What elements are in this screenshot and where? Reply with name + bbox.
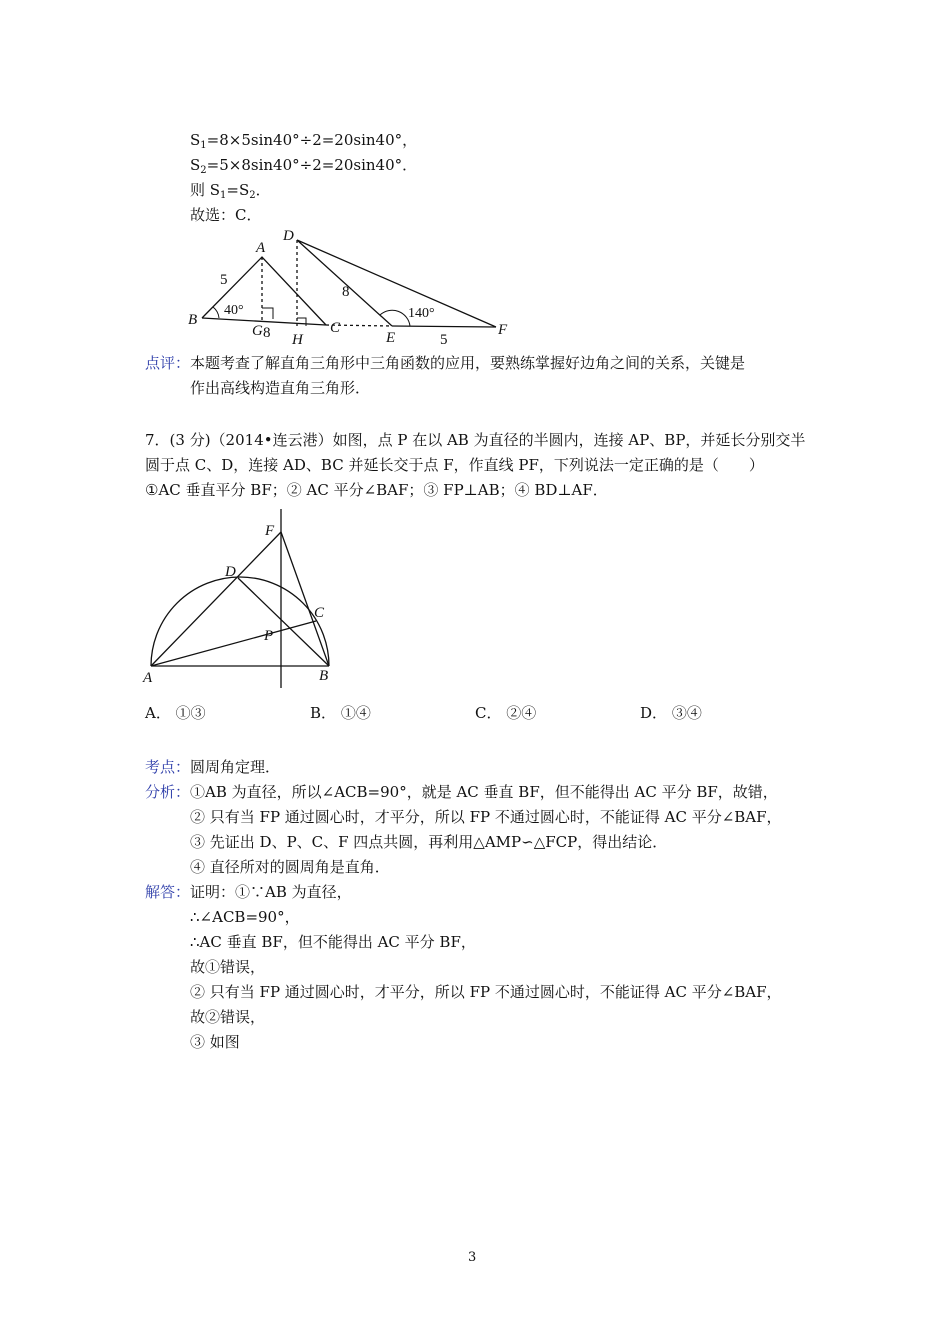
comment-line-1: 点评：本题考查了解直角三角形中三角函数的应用，要熟练掌握好边角之间的关系，关键是: [145, 354, 746, 372]
question-line-3: ①AC 垂直平分 BF；② AC 平分∠BAF；③ FP⊥AB；④ BD⊥AF．: [145, 481, 608, 499]
line-ac: [151, 621, 316, 666]
label-d: D: [283, 228, 294, 244]
label-p: P: [264, 628, 274, 644]
answer-choice: 故选：C．: [190, 206, 262, 224]
comment-tag: 点评：: [145, 354, 191, 372]
kaodian-tag: 考点：: [145, 758, 191, 776]
question-line-2: 圆于点 C、D，连接 AD、BC 并延长交于点 F，作直线 PF，下列说法一定正确的是（ ）: [145, 456, 764, 474]
question-line-1: 7．(3 分)（2014•连云港）如图，点 P 在以 AB 为直径的半圆内，连接 AP、BP，并延长分别交半: [145, 431, 806, 449]
kaodian-line: 考点：圆周角定理．: [145, 758, 281, 776]
label-b: B: [319, 668, 329, 684]
line-bf: [281, 532, 329, 666]
fenxi-line-2: ② 只有当 FP 通过圆心时，才平分，所以 FP 不通过圆心时，不能证得 AC 平分∠BAF，: [190, 808, 782, 826]
label-f: F: [265, 523, 275, 539]
label-g: G: [252, 323, 263, 339]
jieda-line-3: ∴AC 垂直 BF，但不能得出 AC 平分 BF，: [190, 933, 476, 951]
triangle-abc: [202, 257, 326, 325]
jieda-line-4: 故①错误，: [190, 958, 266, 976]
comment-line-2: 作出高线构造直角三角形．: [190, 379, 371, 397]
triangle-def: [297, 240, 496, 327]
length-gc: 8: [263, 325, 271, 341]
label-c: C: [314, 605, 325, 621]
triangle-figure: [180, 222, 520, 348]
s1-equation: $S_1=8\times 5\sin 40^\circ\div 2=20\sin 40^\circ$，: [190, 131, 418, 151]
jieda-line-7: ③ 如图: [190, 1033, 240, 1051]
option-b[interactable]: B． ①④: [310, 704, 371, 722]
length-ab: 5: [220, 272, 228, 288]
label-c: C: [330, 320, 341, 336]
angle-e-label: 140°: [408, 306, 435, 321]
fenxi-line-4: ④ 直径所对的圆周角是直角．: [190, 858, 390, 876]
semicircle-figure: [140, 506, 340, 688]
label-a: A: [143, 670, 153, 686]
label-f: F: [498, 322, 508, 338]
conclusion-line: 则 $S_1=S_2$．: [190, 181, 271, 201]
option-a[interactable]: A． ①③: [145, 704, 206, 722]
s2-equation: $S_2=5\times 8\sin 40^\circ\div 2=20\sin 40^\circ$．: [190, 156, 418, 176]
length-ed: 8: [342, 284, 350, 300]
jieda-line-5: ② 只有当 FP 通过圆心时，才平分，所以 FP 不通过圆心时，不能证得 AC 平分∠BAF，: [190, 983, 782, 1001]
fenxi-line-1: 分析：①AB 为直径，所以∠ACB=90°，就是 AC 垂直 BF，但不能得出 AC 平分 BF，故错，: [145, 783, 778, 801]
jieda-line-2: ∴∠ACB=90°，: [190, 908, 300, 926]
page-number: 3: [468, 1250, 477, 1265]
option-d[interactable]: D． ③④: [640, 704, 702, 722]
length-ef: 5: [440, 332, 448, 348]
label-d: D: [225, 564, 236, 580]
label-a: A: [256, 240, 266, 256]
label-b: B: [188, 312, 198, 328]
line-bd: [238, 578, 329, 666]
line-af: [151, 532, 281, 666]
jieda-tag: 解答：: [145, 883, 191, 901]
option-c[interactable]: C． ②④: [475, 704, 537, 722]
label-e: E: [386, 330, 396, 346]
jieda-line-1: 解答：证明：①∵AB 为直径，: [145, 883, 352, 901]
fenxi-tag: 分析：: [145, 783, 191, 801]
label-h: H: [292, 332, 303, 348]
jieda-line-6: 故②错误，: [190, 1008, 266, 1026]
fenxi-line-3: ③ 先证出 D、P、C、F 四点共圆，再利用△AMP∽△FCP，得出结论．: [190, 833, 668, 851]
angle-b-label: 40°: [224, 303, 244, 318]
